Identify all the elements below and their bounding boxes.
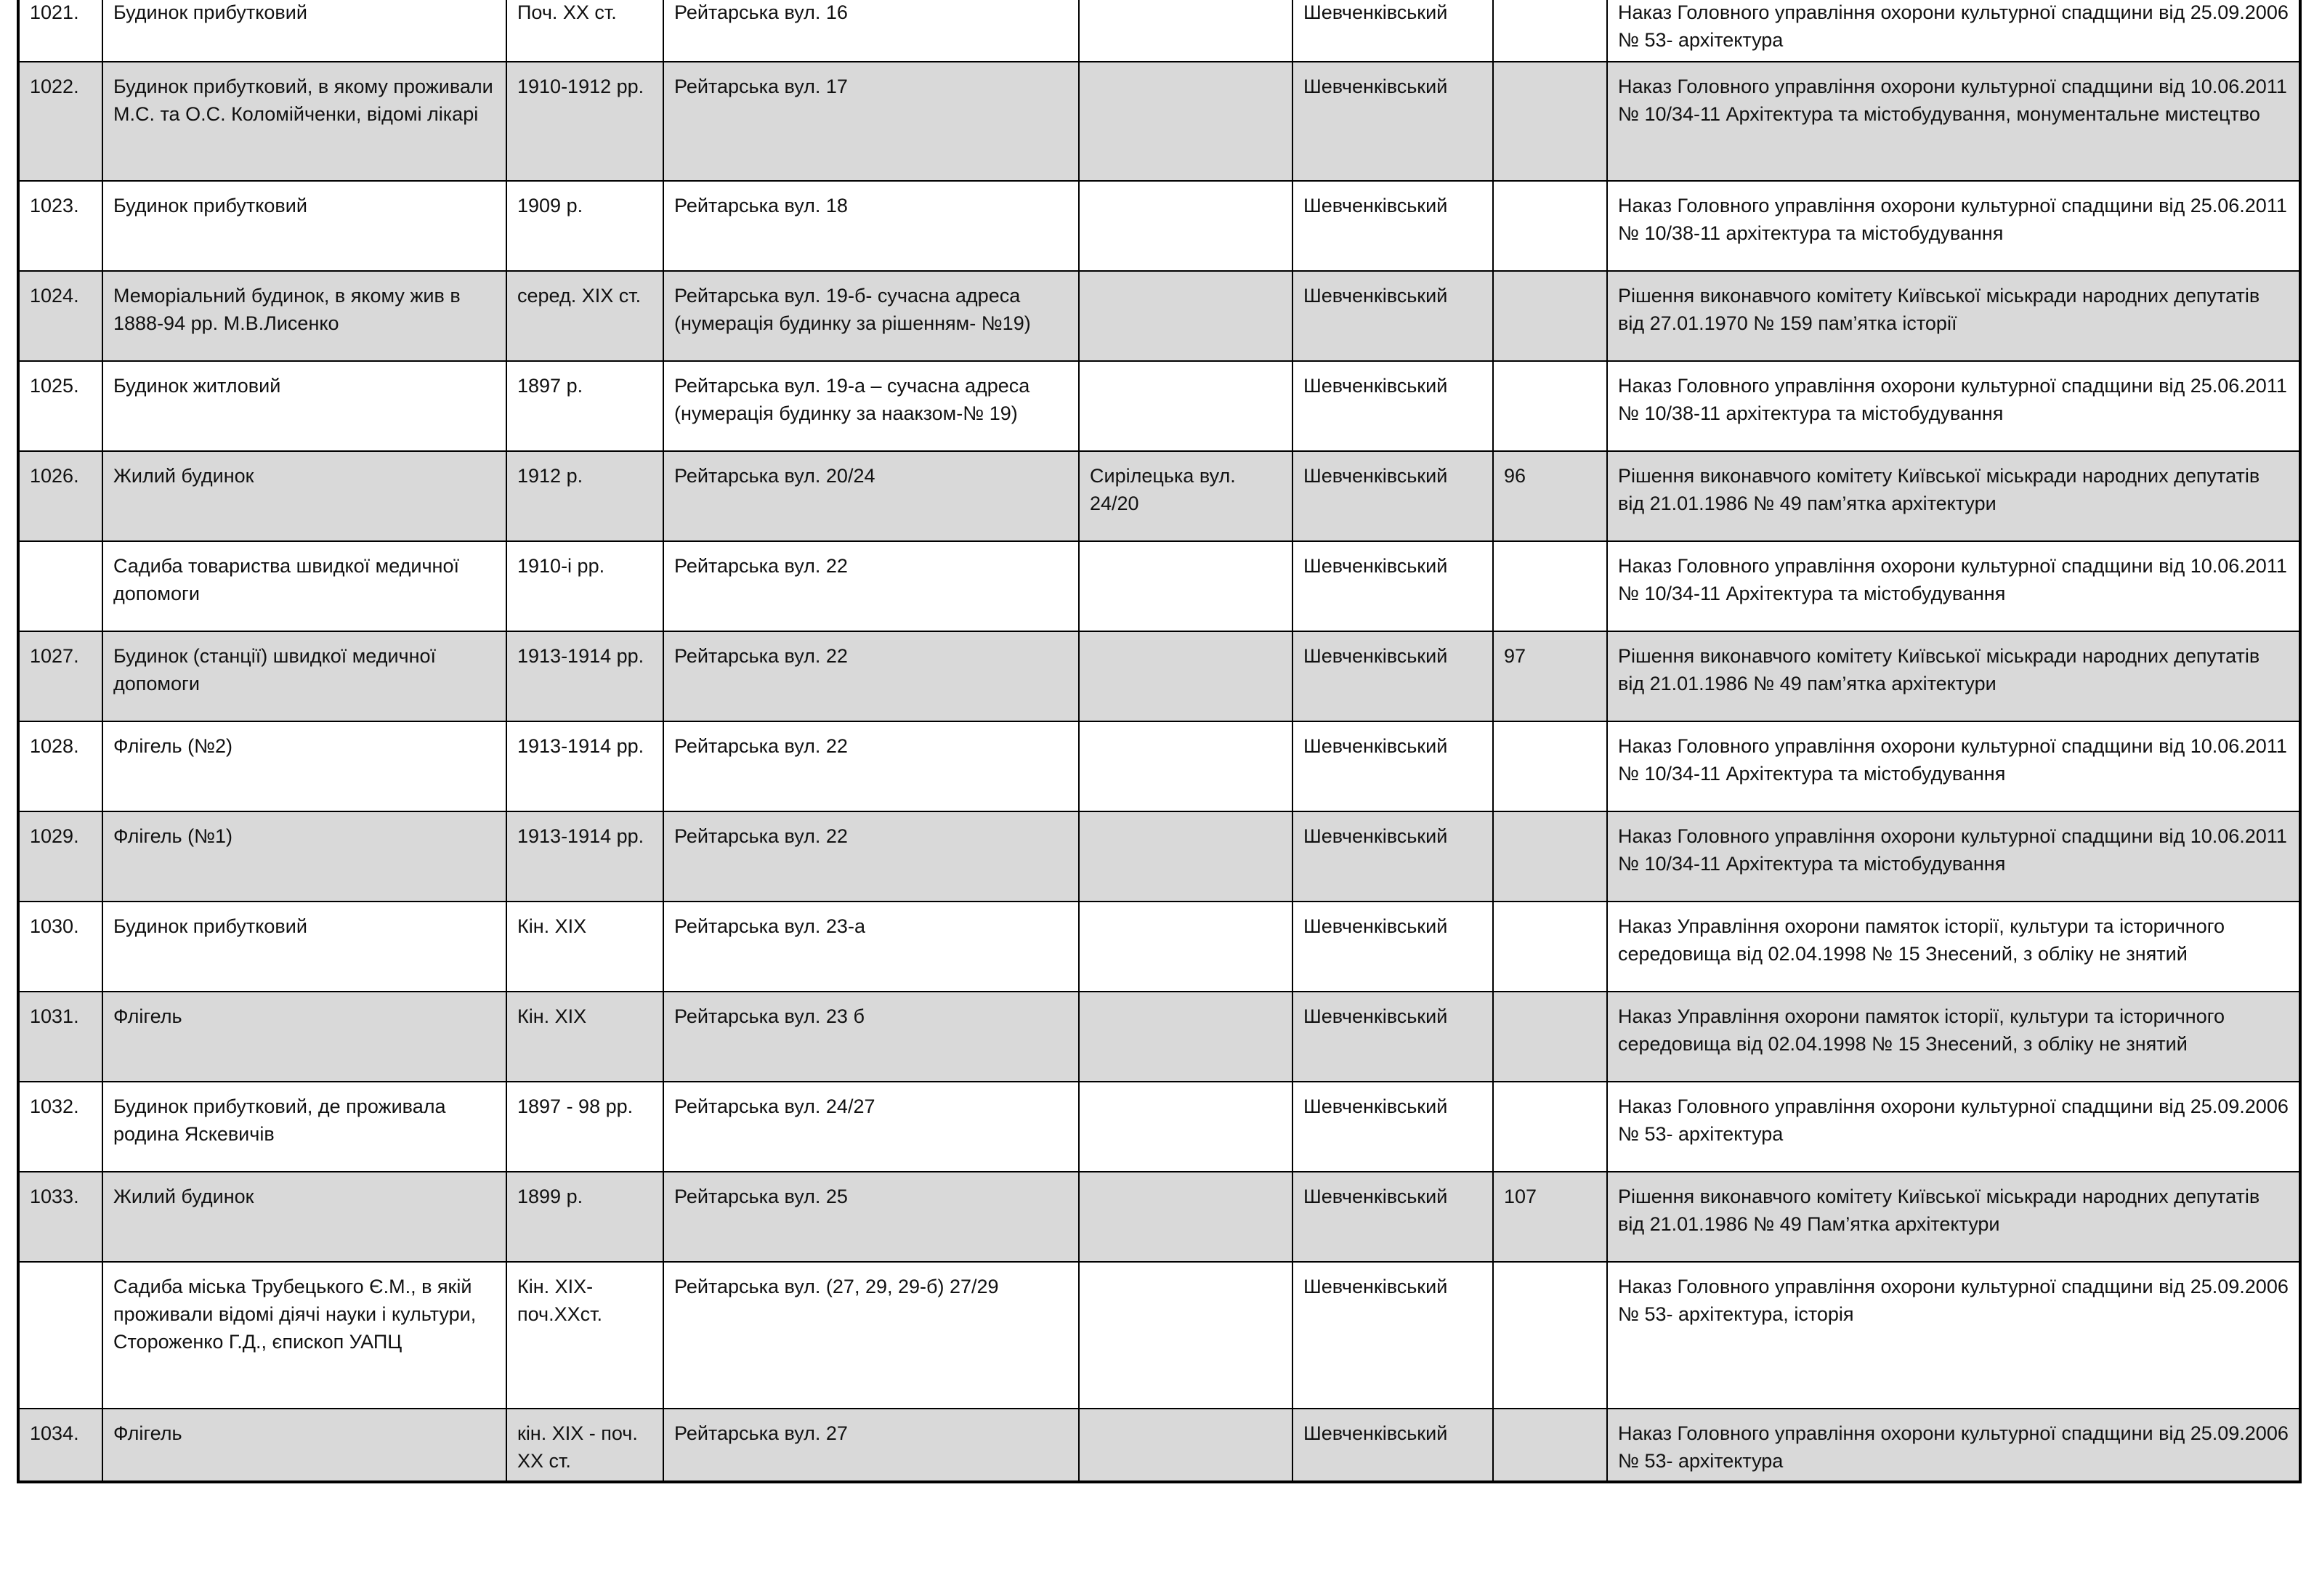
legal-document-cell: Рішення виконавчого комітету Київської міськради народних депутатів від 21.01.1986 № 49 пам’ятка архітектури xyxy=(1607,451,2300,541)
date-cell: 1910-і рр. xyxy=(506,541,663,631)
address-secondary-cell xyxy=(1079,631,1292,721)
object-name-cell: Будинок прибутковий, де проживала родина Яскевичів xyxy=(102,1082,506,1172)
protection-number-cell xyxy=(1493,271,1607,361)
protection-number-cell xyxy=(1493,902,1607,992)
date-cell: Кін. ХІХ- поч.ХХст. xyxy=(506,1262,663,1409)
address-secondary-cell xyxy=(1079,721,1292,811)
date-cell: серед. ХІХ ст. xyxy=(506,271,663,361)
district-cell: Шевченківський xyxy=(1292,1172,1493,1262)
object-name-cell: Будинок прибутковий xyxy=(102,181,506,271)
protection-number-cell xyxy=(1493,1082,1607,1172)
address-cell: Рейтарська вул. 20/24 xyxy=(663,451,1079,541)
table-row xyxy=(18,361,2300,451)
table-row xyxy=(18,811,2300,902)
row-number-cell: 1030. xyxy=(18,902,102,992)
object-name-cell: Будинок прибутковий, в якому проживали М.С. та О.С. Коломійченки, відомі лікарі xyxy=(102,62,506,181)
date-cell: 1913-1914 рр. xyxy=(506,811,663,902)
object-name-cell: Будинок прибутковий xyxy=(102,902,506,992)
date-cell: 1910-1912 рр. xyxy=(506,62,663,181)
legal-document-cell: Рішення виконавчого комітету Київської міськради народних депутатів від 27.01.1970 № 159 пам’ятка історії xyxy=(1607,271,2300,361)
address-secondary-cell xyxy=(1079,902,1292,992)
address-cell: Рейтарська вул. 19-б- сучасна адреса (нумерація будинку за рішенням- №19) xyxy=(663,271,1079,361)
district-cell: Шевченківський xyxy=(1292,361,1493,451)
row-number-cell: 1034. xyxy=(18,1409,102,1482)
address-secondary-cell xyxy=(1079,62,1292,181)
object-name-cell: Флігель xyxy=(102,992,506,1082)
date-cell: кін. ХІХ - поч. ХХ ст. xyxy=(506,1409,663,1482)
district-cell: Шевченківський xyxy=(1292,1262,1493,1409)
date-cell: 1913-1914 рр. xyxy=(506,721,663,811)
table-row xyxy=(18,631,2300,721)
district-cell: Шевченківський xyxy=(1292,271,1493,361)
date-cell: 1909 р. xyxy=(506,181,663,271)
date-cell: Кін. ХІХ xyxy=(506,902,663,992)
row-number-cell: 1026. xyxy=(18,451,102,541)
address-secondary-cell xyxy=(1079,1262,1292,1409)
legal-document-cell: Наказ Головного управління охорони культурної спадщини від 25.09.2006 № 53- архітектура xyxy=(1607,1082,2300,1172)
table-row xyxy=(18,721,2300,811)
address-cell: Рейтарська вул. 23-а xyxy=(663,902,1079,992)
address-secondary-cell xyxy=(1079,992,1292,1082)
object-name-cell: Меморіальний будинок, в якому жив в 1888-94 рр. М.В.Лисенко xyxy=(102,271,506,361)
address-cell: Рейтарська вул. 17 xyxy=(663,62,1079,181)
object-name-cell: Флігель (№1) xyxy=(102,811,506,902)
address-secondary-cell xyxy=(1079,361,1292,451)
protection-number-cell xyxy=(1493,541,1607,631)
heritage-register-table xyxy=(17,0,2302,1483)
protection-number-cell xyxy=(1493,811,1607,902)
table-row xyxy=(18,541,2300,631)
object-name-cell: Будинок прибутковий xyxy=(102,0,506,62)
protection-number-cell xyxy=(1493,0,1607,62)
address-secondary-cell xyxy=(1079,0,1292,62)
district-cell: Шевченківський xyxy=(1292,0,1493,62)
object-name-cell: Садиба міська Трубецького Є.М., в якій проживали відомі діячі науки і культури, Стороженко Г.Д., єпископ УАПЦ xyxy=(102,1262,506,1409)
legal-document-cell: Наказ Головного управління охорони культурної спадщини від 25.06.2011 № 10/38-11 архітектура та містобудування xyxy=(1607,361,2300,451)
address-cell: Рейтарська вул. (27, 29, 29-б) 27/29 xyxy=(663,1262,1079,1409)
object-name-cell: Жилий будинок xyxy=(102,451,506,541)
address-cell: Рейтарська вул. 23 б xyxy=(663,992,1079,1082)
row-number-cell: 1023. xyxy=(18,181,102,271)
object-name-cell: Жилий будинок xyxy=(102,1172,506,1262)
district-cell: Шевченківський xyxy=(1292,811,1493,902)
date-cell: 1897 - 98 рр. xyxy=(506,1082,663,1172)
date-cell: Кін. ХІХ xyxy=(506,992,663,1082)
address-cell: Рейтарська вул. 19-а – сучасна адреса (нумерація будинку за наакзом-№ 19) xyxy=(663,361,1079,451)
protection-number-cell: 96 xyxy=(1493,451,1607,541)
address-cell: Рейтарська вул. 25 xyxy=(663,1172,1079,1262)
date-cell: 1897 р. xyxy=(506,361,663,451)
address-secondary-cell xyxy=(1079,181,1292,271)
table-row xyxy=(18,1172,2300,1262)
address-secondary-cell xyxy=(1079,541,1292,631)
table-row xyxy=(18,451,2300,541)
legal-document-cell: Рішення виконавчого комітету Київської міськради народних депутатів від 21.01.1986 № 49 пам’ятка архітектури xyxy=(1607,631,2300,721)
date-cell: 1899 р. xyxy=(506,1172,663,1262)
legal-document-cell: Рішення виконавчого комітету Київської міськради народних депутатів від 21.01.1986 № 49 Пам’ятка архітектури xyxy=(1607,1172,2300,1262)
date-cell: 1913-1914 рр. xyxy=(506,631,663,721)
district-cell: Шевченківський xyxy=(1292,451,1493,541)
object-name-cell: Будинок житловий xyxy=(102,361,506,451)
object-name-cell: Флігель xyxy=(102,1409,506,1482)
row-number-cell xyxy=(18,1262,102,1409)
object-name-cell: Флігель (№2) xyxy=(102,721,506,811)
protection-number-cell xyxy=(1493,721,1607,811)
address-secondary-cell xyxy=(1079,1409,1292,1482)
row-number-cell: 1024. xyxy=(18,271,102,361)
address-cell: Рейтарська вул. 18 xyxy=(663,181,1079,271)
address-secondary-cell xyxy=(1079,1082,1292,1172)
protection-number-cell xyxy=(1493,361,1607,451)
address-secondary-cell xyxy=(1079,271,1292,361)
row-number-cell: 1032. xyxy=(18,1082,102,1172)
legal-document-cell: Наказ Головного управління охорони культурної спадщини від 10.06.2011 № 10/34-11 Архітектура та містобудування xyxy=(1607,721,2300,811)
address-cell: Рейтарська вул. 24/27 xyxy=(663,1082,1079,1172)
address-cell: Рейтарська вул. 16 xyxy=(663,0,1079,62)
district-cell: Шевченківський xyxy=(1292,1409,1493,1482)
object-name-cell: Будинок (станції) швидкої медичної допомоги xyxy=(102,631,506,721)
address-secondary-cell: Сирілецька вул. 24/20 xyxy=(1079,451,1292,541)
address-secondary-cell xyxy=(1079,1172,1292,1262)
row-number-cell: 1033. xyxy=(18,1172,102,1262)
district-cell: Шевченківський xyxy=(1292,1082,1493,1172)
row-number-cell xyxy=(18,541,102,631)
table-row xyxy=(18,902,2300,992)
date-cell: 1912 р. xyxy=(506,451,663,541)
address-cell: Рейтарська вул. 22 xyxy=(663,541,1079,631)
table-row xyxy=(18,1409,2300,1482)
protection-number-cell xyxy=(1493,62,1607,181)
district-cell: Шевченківський xyxy=(1292,721,1493,811)
legal-document-cell: Наказ Головного управління охорони культурної спадщини від 25.09.2006 № 53- архітектура xyxy=(1607,0,2300,62)
legal-document-cell: Наказ Управління охорони памяток історії, культури та історичного середовища від 02.04.1998 № 15 Знесений, з обліку не знятий xyxy=(1607,902,2300,992)
table-row xyxy=(18,992,2300,1082)
row-number-cell: 1021. xyxy=(18,0,102,62)
date-cell: Поч. ХХ ст. xyxy=(506,0,663,62)
object-name-cell: Садиба товариства швидкої медичної допомоги xyxy=(102,541,506,631)
district-cell: Шевченківський xyxy=(1292,992,1493,1082)
table-row xyxy=(18,271,2300,361)
table-row xyxy=(18,181,2300,271)
address-cell: Рейтарська вул. 22 xyxy=(663,811,1079,902)
row-number-cell: 1029. xyxy=(18,811,102,902)
protection-number-cell xyxy=(1493,1262,1607,1409)
legal-document-cell: Наказ Головного управління охорони культурної спадщини від 10.06.2011 № 10/34-11 Архітектура та містобудування xyxy=(1607,541,2300,631)
legal-document-cell: Наказ Головного управління охорони культурної спадщини від 10.06.2011 № 10/34-11 Архітектура та містобудування xyxy=(1607,811,2300,902)
row-number-cell: 1022. xyxy=(18,62,102,181)
table-row xyxy=(18,1082,2300,1172)
protection-number-cell xyxy=(1493,181,1607,271)
protection-number-cell xyxy=(1493,1409,1607,1482)
district-cell: Шевченківський xyxy=(1292,541,1493,631)
district-cell: Шевченківський xyxy=(1292,62,1493,181)
address-cell: Рейтарська вул. 22 xyxy=(663,721,1079,811)
table-row xyxy=(18,1262,2300,1409)
protection-number-cell: 97 xyxy=(1493,631,1607,721)
protection-number-cell xyxy=(1493,992,1607,1082)
row-number-cell: 1031. xyxy=(18,992,102,1082)
address-cell: Рейтарська вул. 22 xyxy=(663,631,1079,721)
address-cell: Рейтарська вул. 27 xyxy=(663,1409,1079,1482)
legal-document-cell: Наказ Головного управління охорони культурної спадщини від 10.06.2011 № 10/34-11 Архітектура та містобудування, монументальне мистецтво xyxy=(1607,62,2300,181)
table-row xyxy=(18,0,2300,62)
row-number-cell: 1028. xyxy=(18,721,102,811)
row-number-cell: 1027. xyxy=(18,631,102,721)
district-cell: Шевченківський xyxy=(1292,631,1493,721)
district-cell: Шевченківський xyxy=(1292,181,1493,271)
address-secondary-cell xyxy=(1079,811,1292,902)
district-cell: Шевченківський xyxy=(1292,902,1493,992)
legal-document-cell: Наказ Головного управління охорони культурної спадщини від 25.09.2006 № 53- архітектура, історія xyxy=(1607,1262,2300,1409)
legal-document-cell: Наказ Головного управління охорони культурної спадщини від 25.09.2006 № 53- архітектура xyxy=(1607,1409,2300,1482)
legal-document-cell: Наказ Головного управління охорони культурної спадщини від 25.06.2011 № 10/38-11 архітектура та містобудування xyxy=(1607,181,2300,271)
protection-number-cell: 107 xyxy=(1493,1172,1607,1262)
legal-document-cell: Наказ Управління охорони памяток історії, культури та історичного середовища від 02.04.1998 № 15 Знесений, з обліку не знятий xyxy=(1607,992,2300,1082)
table-row xyxy=(18,62,2300,181)
row-number-cell: 1025. xyxy=(18,361,102,451)
